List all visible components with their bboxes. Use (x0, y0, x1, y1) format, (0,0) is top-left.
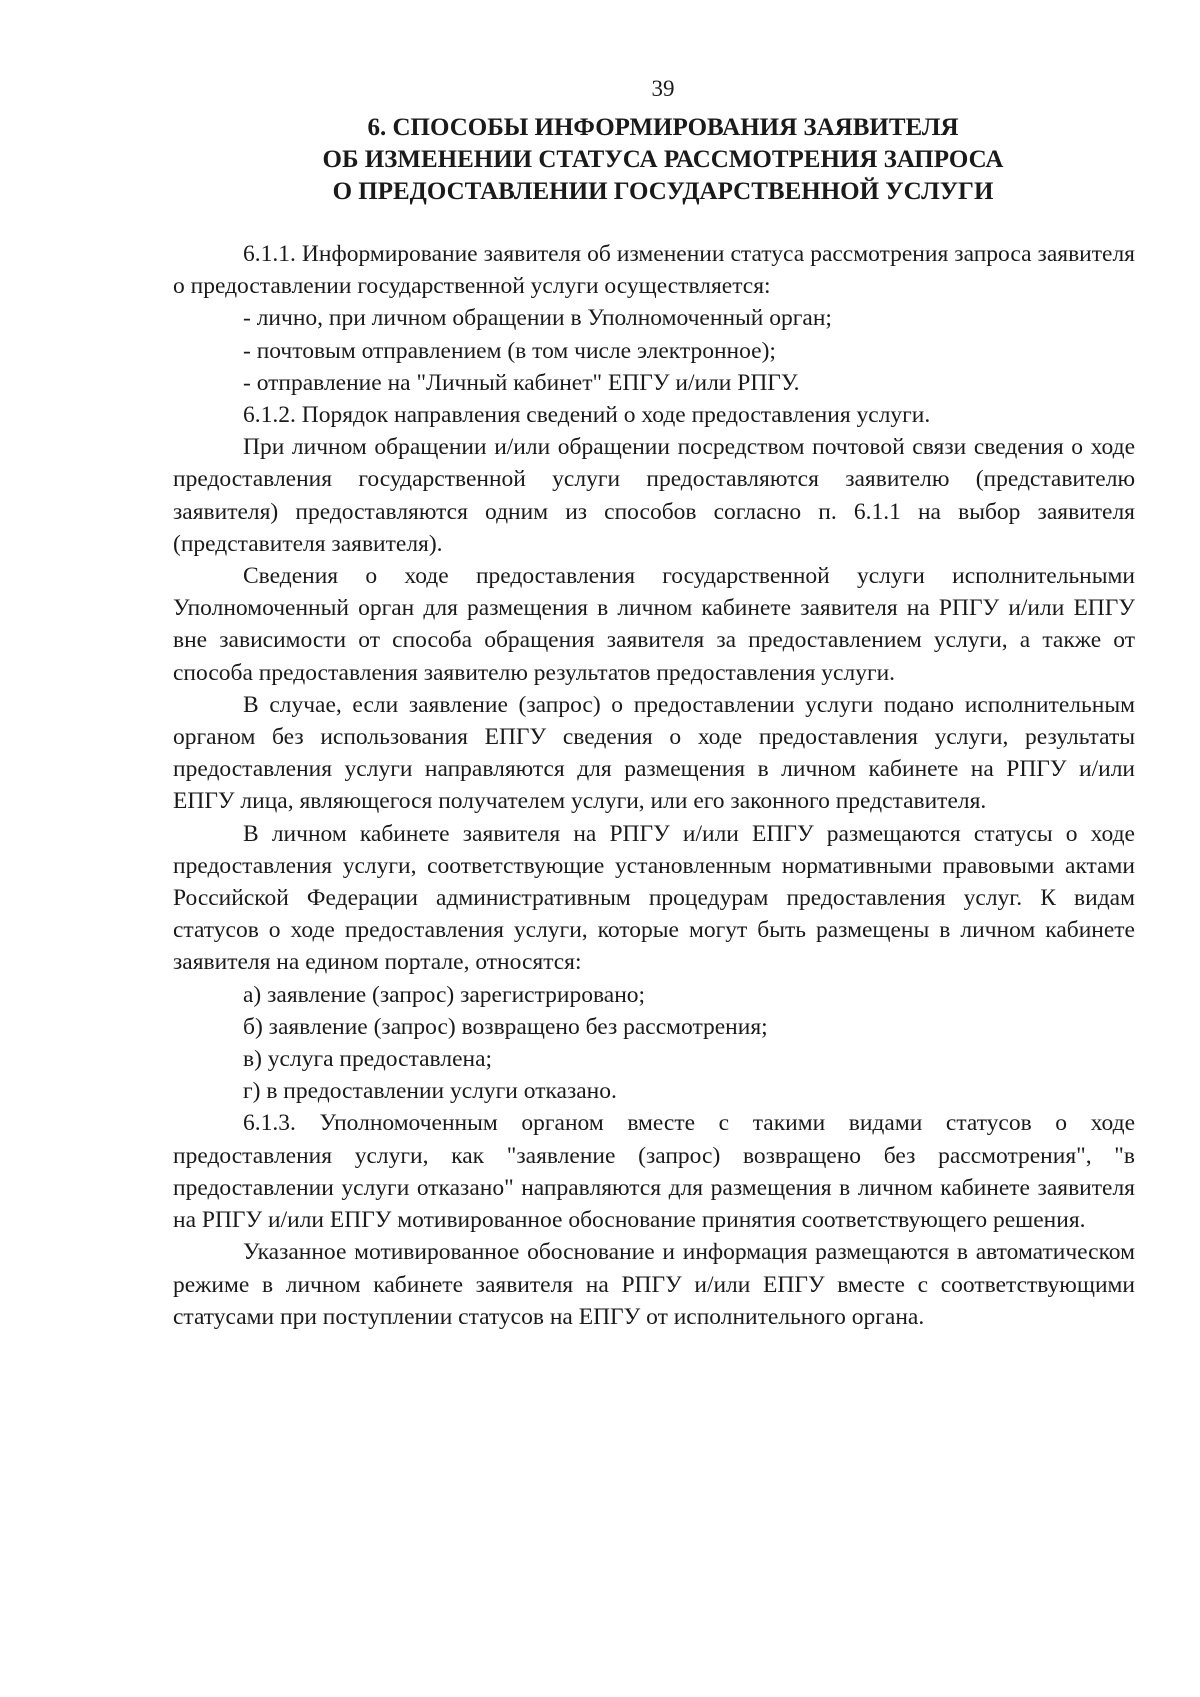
paragraph-personal-appeal: При личном обращении и/или обращении посредством почтовой связи сведения о ходе предоставления государственной услуги предоставляются заявителю (представителю заявителя) предоставляются одним из способов согласно п. 6.1.1 на выбор заявителя (представителя заявителя). (173, 434, 1135, 557)
list-item-personal-account: - отправление на "Личный кабинет" ЕПГУ и/или РПГУ. (243, 369, 800, 396)
paragraph-statuses: В личном кабинете заявителя на РПГУ и/или ЕПГУ размещаются статусы о ходе предоставления услуги, соответствующие установленным нормативными правовыми актами Российской Федерации административным процедурам предоставления услуг. К видам статусов о ходе предоставления услуги, которые могут быть размещены в личном кабинете заявителя на едином портале, относятся: (173, 820, 1135, 976)
heading-line-1: 6. СПОСОБЫ ИНФОРМИРОВАНИЯ ЗАЯВИТЕЛЯ (367, 114, 959, 141)
paragraph-case: В случае, если заявление (запрос) о предоставлении услуги подано исполнительным органом без использования ЕПГУ сведения о ходе предоставления услуги, результаты предоставления услуги направляются для размещения в личном кабинете на РПГУ и/или ЕПГУ лица, являющегося получателем услуги, или его законного представителя. (173, 691, 1135, 815)
status-item-refused: г) в предоставлении услуги отказано. (243, 1078, 617, 1105)
paragraph-6-1-3: 6.1.3. Уполномоченным органом вместе с такими видами статусов о ходе предоставления услуги, как "заявление (запрос) возвращено без рассмотрения", "в предоставлении услуги отказано" направляются для размещения в личном кабинете заявителя на РПГУ и/или ЕПГУ мотивированное обоснование принятия соответствующего решения. (173, 1110, 1135, 1234)
section-heading (173, 112, 1135, 208)
status-item-registered: а) заявление (запрос) зарегистрировано; (243, 981, 646, 1008)
status-item-provided: в) услуга предоставлена; (243, 1046, 493, 1073)
heading-line-3: О ПРЕДОСТАВЛЕНИИ ГОСУДАРСТВЕННОЙ УСЛУГИ (332, 178, 994, 205)
heading-line-2: ОБ ИЗМЕНЕНИИ СТАТУСА РАССМОТРЕНИЯ ЗАПРОСА (322, 146, 1004, 173)
paragraph-final: Указанное мотивированное обоснование и информация размещаются в автоматическом режиме в личном кабинете заявителя на РПГУ и/или ЕПГУ вместе с соответствующими статусами при поступлении статусов на ЕПГУ от исполнительного органа. (173, 1239, 1135, 1330)
paragraph-information: Сведения о ходе предоставления государственной услуги исполнительными Уполномоченный орган для размещения в личном кабинете заявителя на РПГУ и/или ЕПГУ вне зависимости от способа обращения заявителя за предоставлением услуги, а также от способа предоставления заявителю результатов предоставления услуги. (173, 563, 1135, 686)
document-body (173, 238, 1135, 1333)
list-item-postal: - почтовым отправлением (в том числе электронное); (243, 337, 776, 364)
paragraph-6-1-1: 6.1.1. Информирование заявителя об изменении статуса рассмотрения запроса заявителя о предоставлении государственной услуги осуществляется: (173, 241, 1135, 300)
paragraph-6-1-2: 6.1.2. Порядок направления сведений о ходе предоставления услуги. (243, 402, 931, 429)
page-number: 39 (651, 76, 675, 101)
document-page (173, 74, 1135, 1333)
list-item-in-person: - лично, при личном обращении в Уполномоченный орган; (243, 305, 832, 332)
status-item-returned: б) заявление (запрос) возвращено без рассмотрения; (243, 1013, 768, 1040)
